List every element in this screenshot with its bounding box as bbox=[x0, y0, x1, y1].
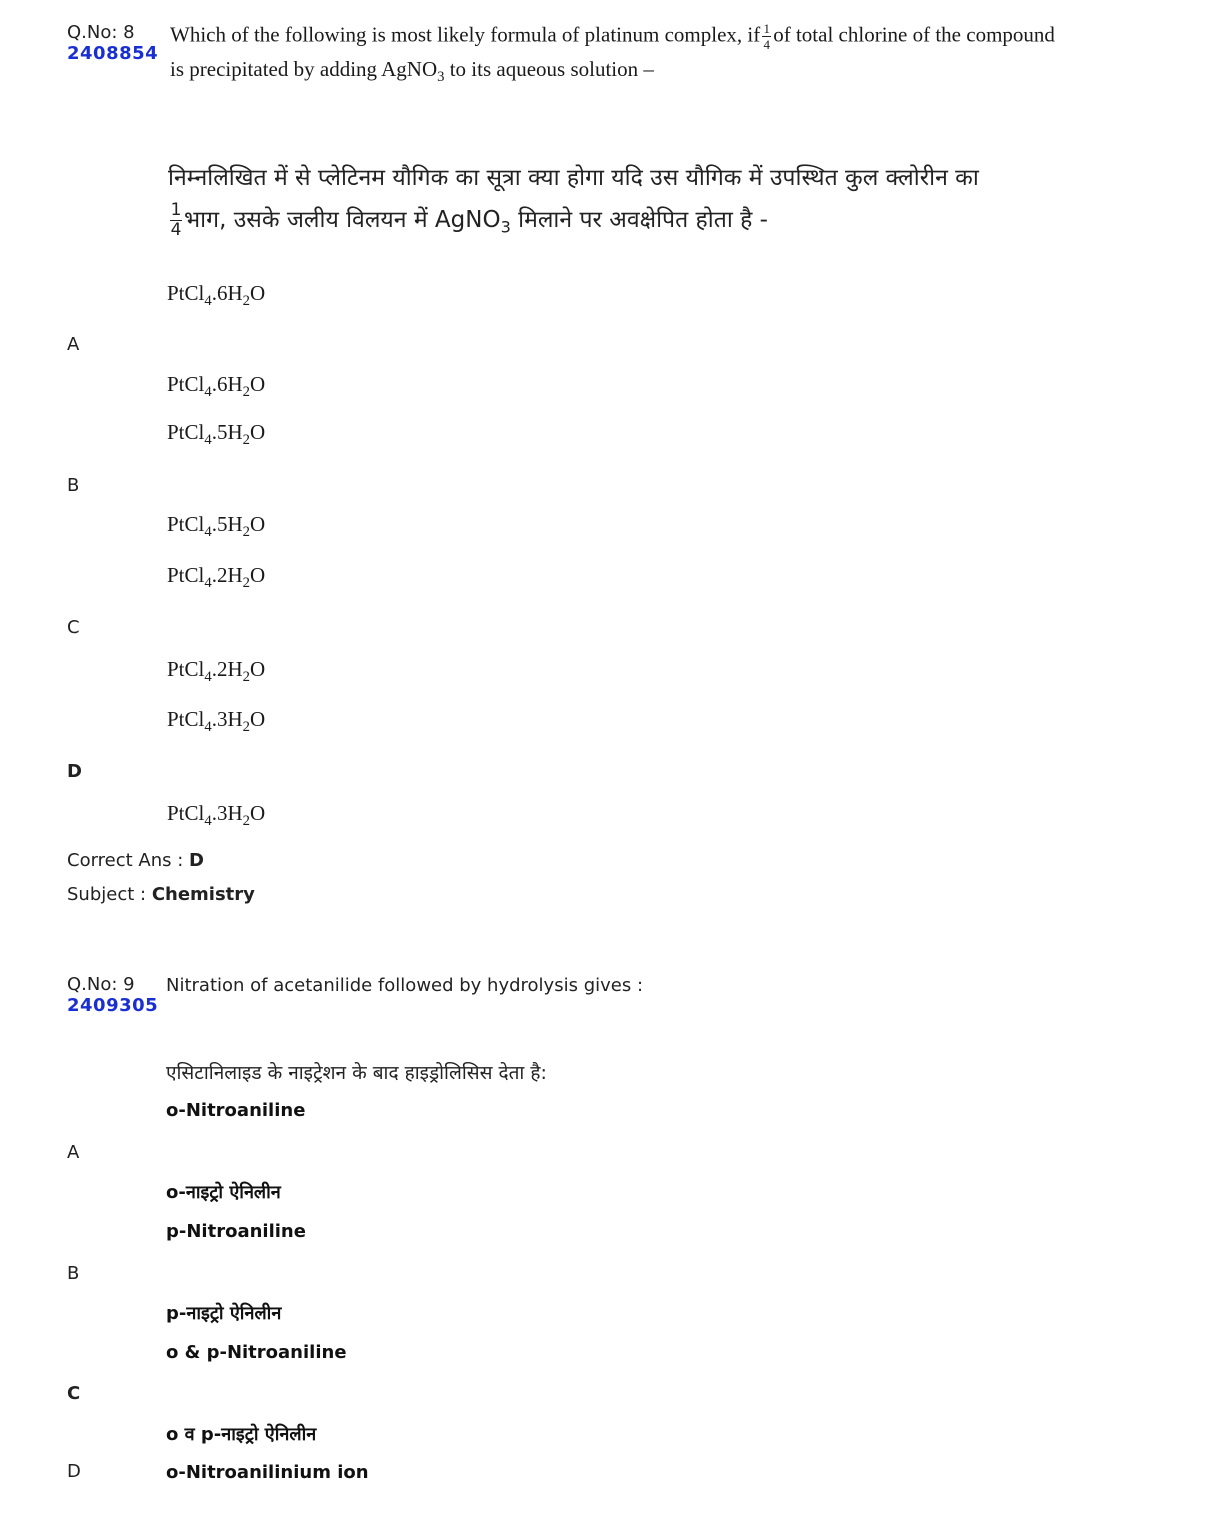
question-text-hi: निम्नलिखित में से प्लेटिनम यौगिक का सूत्रा क्या होगा यदि उस यौगिक में उपस्थित कुल क्लोरीन का bbox=[168, 165, 979, 191]
option-c-en: $PtCl_4.2H_2O$ bbox=[167, 563, 266, 592]
question-text-en: Which of the following is most likely formula of platinum complex, if $\frac{1}{4}$ of total chlorine of the compound bbox=[170, 21, 1055, 52]
option-a-hi: $PtCl_4.6H_2O$ bbox=[167, 372, 266, 401]
option-letter-b: B bbox=[67, 475, 80, 496]
question-text-hi: एसिटानिलाइड के नाइट्रेशन के बाद हाइड्रोलिसिस देता है: bbox=[166, 1062, 547, 1084]
option-d-en: $PtCl_4.3H_2O$ bbox=[167, 707, 266, 736]
option-letter-d: D bbox=[67, 1461, 81, 1482]
option-letter-c: C bbox=[67, 1383, 81, 1404]
correct-answer: Correct Ans : D bbox=[67, 850, 204, 871]
option-d-hi: $PtCl_4.3H_2O$ bbox=[167, 801, 266, 830]
option-a-en: $PtCl_4.6H_2O$ bbox=[167, 281, 266, 310]
option-b-hi: p-नाइट्रो ऐनिलीन bbox=[166, 1303, 282, 1324]
option-c-hi: o व p-नाइट्रो ऐनिलीन bbox=[166, 1424, 317, 1445]
option-letter-d: D bbox=[67, 761, 82, 782]
option-letter-a: A bbox=[67, 1142, 80, 1163]
option-a-hi: o-नाइट्रो ऐनिलीन bbox=[166, 1182, 281, 1203]
option-b-hi: $PtCl_4.5H_2O$ bbox=[167, 512, 266, 541]
option-b-en: $PtCl_4.5H_2O$ bbox=[167, 420, 266, 449]
option-d-en: o-Nitroanilinium ion bbox=[166, 1462, 369, 1483]
question-id: 2409305 bbox=[67, 995, 159, 1016]
option-b-en: p-Nitroaniline bbox=[166, 1221, 306, 1242]
question-id: 2408854 bbox=[67, 43, 159, 64]
fraction-one-quarter: $\frac{1}{4}$ bbox=[170, 200, 182, 240]
question-number: Q.No: 8 bbox=[67, 22, 135, 43]
question-text-hi-line2: $\frac{1}{4}$ भाग, उसके जलीय विलयन में AgNO$_3$ मिलाने पर अवक्षेपित होता है - bbox=[170, 200, 768, 240]
option-letter-a: A bbox=[67, 334, 80, 355]
option-c-en: o & p-Nitroaniline bbox=[166, 1342, 347, 1363]
fraction-one-quarter: $\frac{1}{4}$ bbox=[763, 21, 770, 52]
option-letter-c: C bbox=[67, 617, 80, 638]
option-letter-b: B bbox=[67, 1263, 80, 1284]
question-text-en-line2: is precipitated by adding AgNO$_3$ to its aqueous solution – bbox=[170, 57, 654, 86]
subject: Subject : Chemistry bbox=[67, 884, 255, 905]
option-c-hi: $PtCl_4.2H_2O$ bbox=[167, 657, 266, 686]
option-a-en: o-Nitroaniline bbox=[166, 1100, 306, 1121]
question-text-en: Nitration of acetanilide followed by hydrolysis gives : bbox=[166, 975, 644, 996]
question-number: Q.No: 9 bbox=[67, 974, 135, 995]
